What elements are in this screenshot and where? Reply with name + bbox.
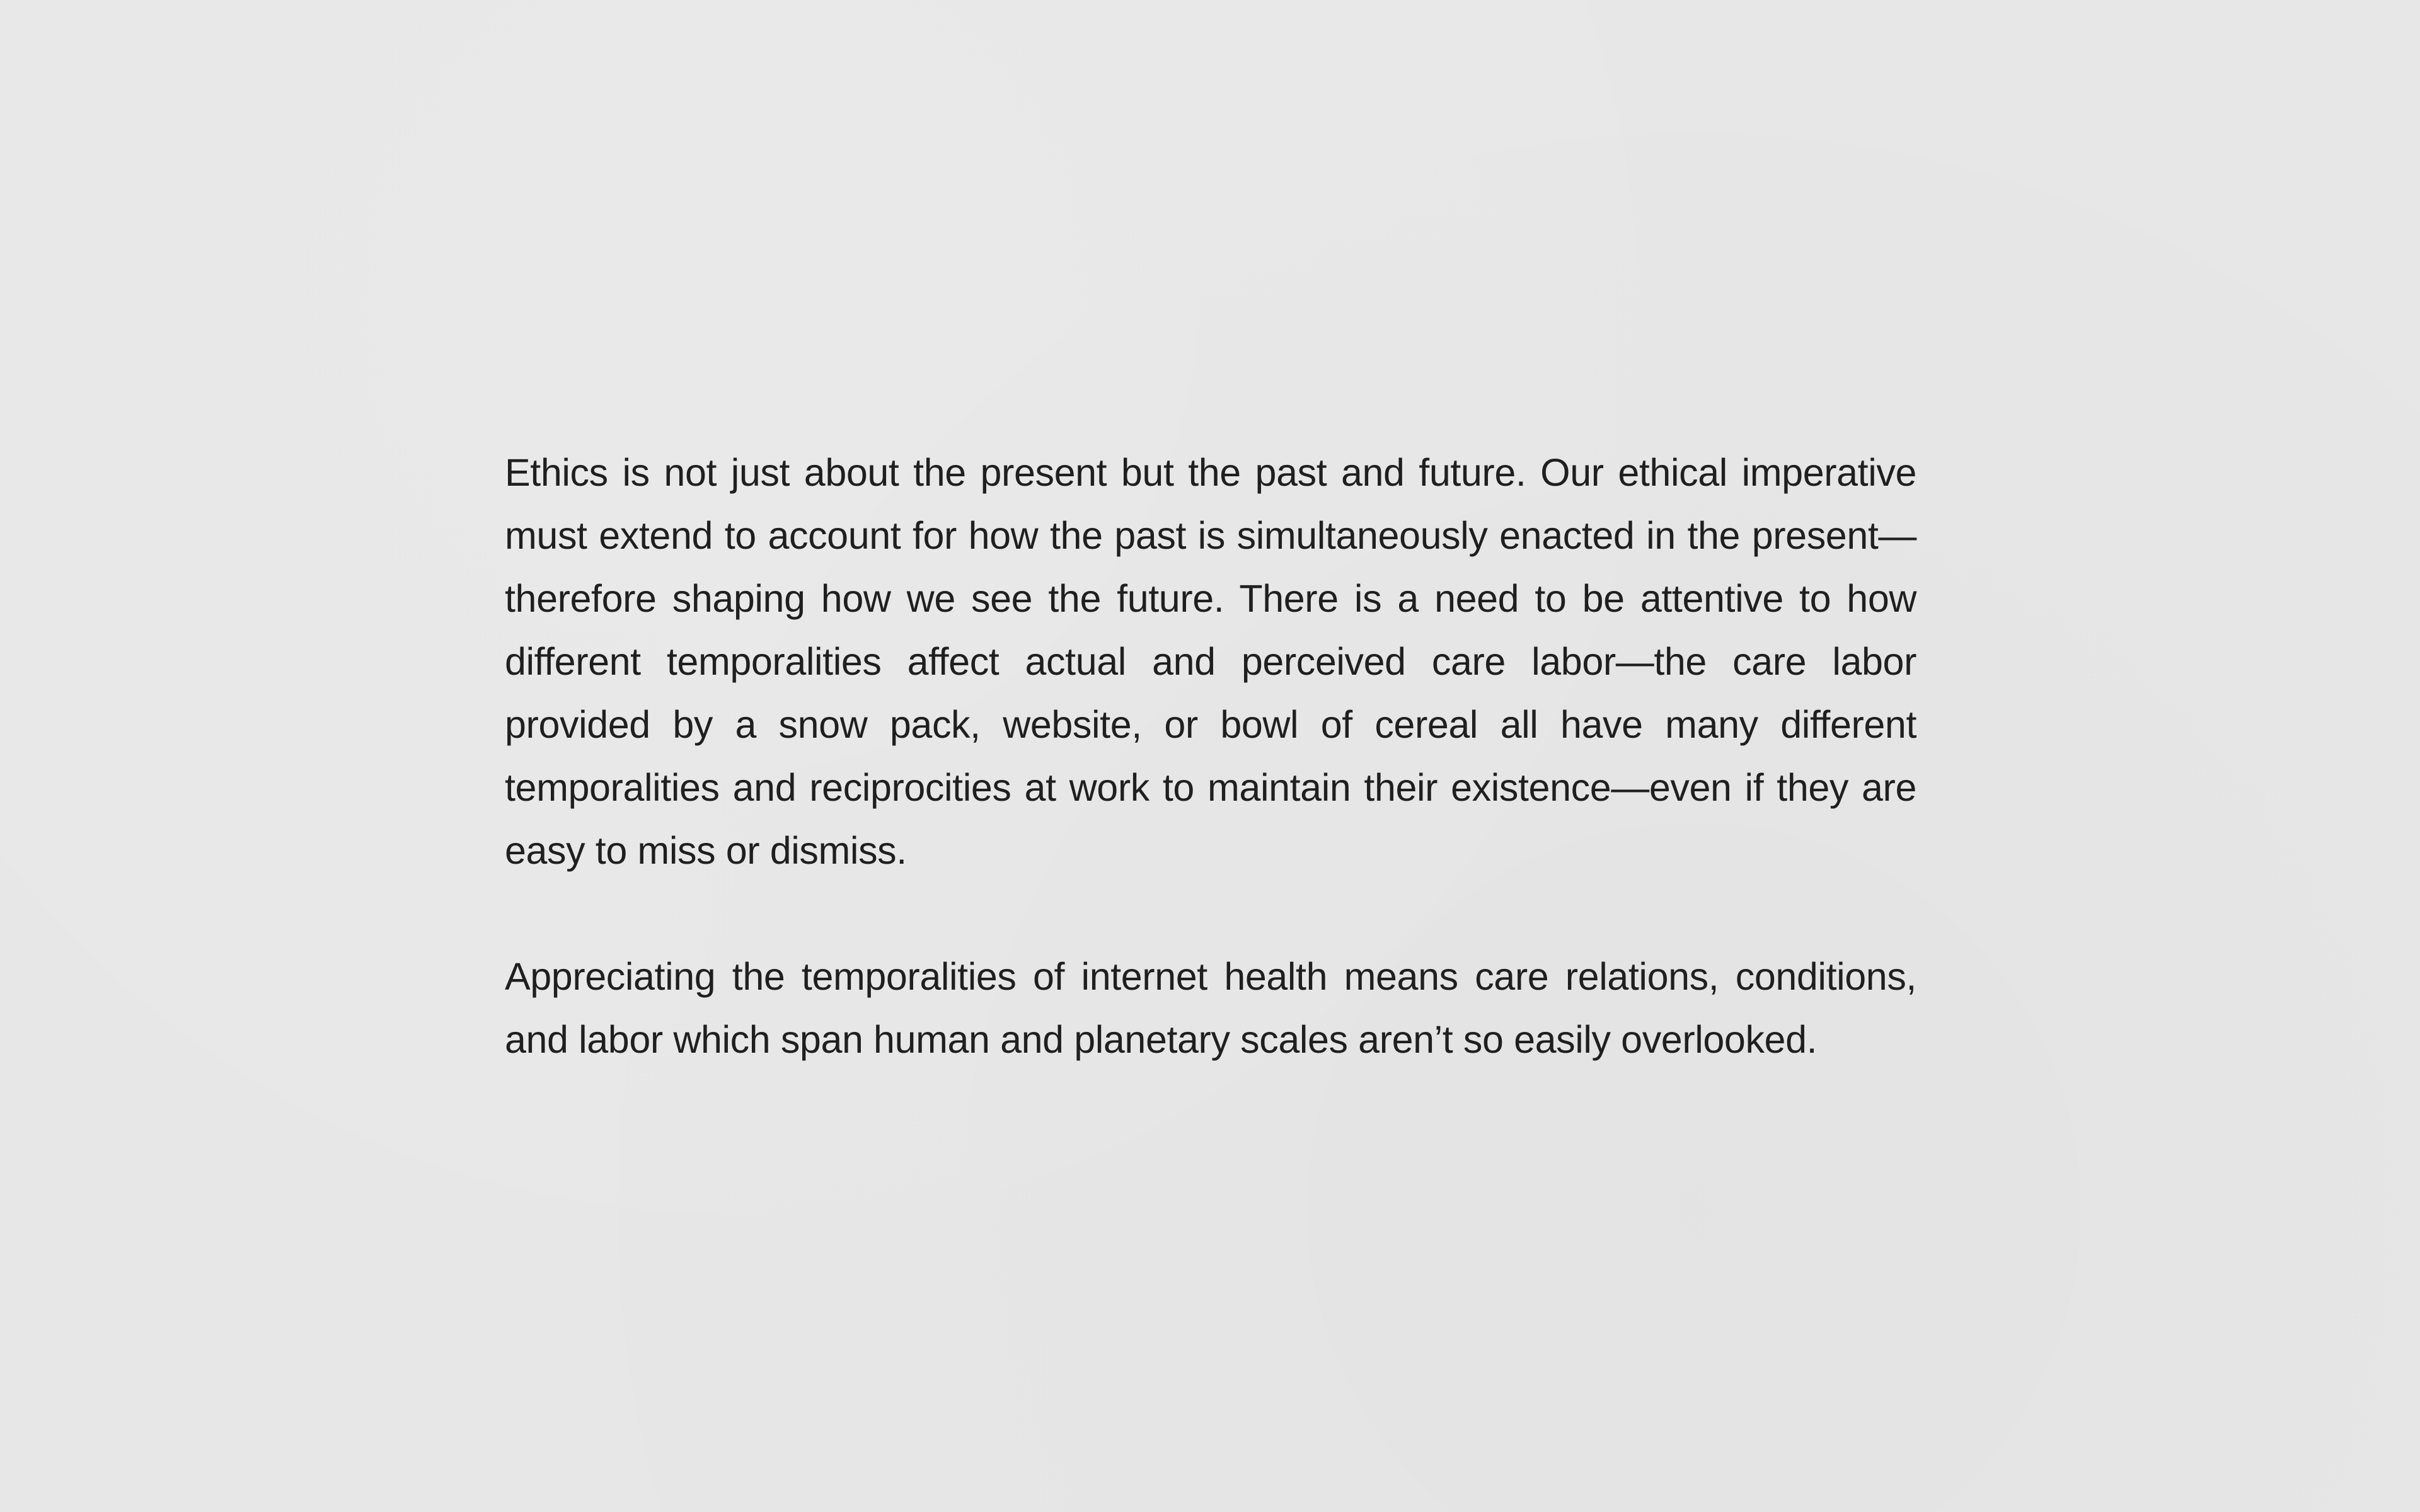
paragraph-1: Ethics is not just about the present but the past and future. Our ethical imperative must extend to account for how the past is simultaneously enacted in the present—therefore shaping how we see the future. There is a need to be attentive to how different temporalities affect actual and perceived care labor—the care labor provided by a snow pack, website, or bowl of cereal all have many different temporalities and reciprocities at work to maintain their existence—even if they are easy to miss or dismiss. [505,451,1916,872]
paragraph-2: Appreciating the temporalities of internet health means care relations, conditions, and labor which span human and planetary scales aren’t so easily overlooked. [505,955,1916,1061]
text-block [505,441,1916,1071]
